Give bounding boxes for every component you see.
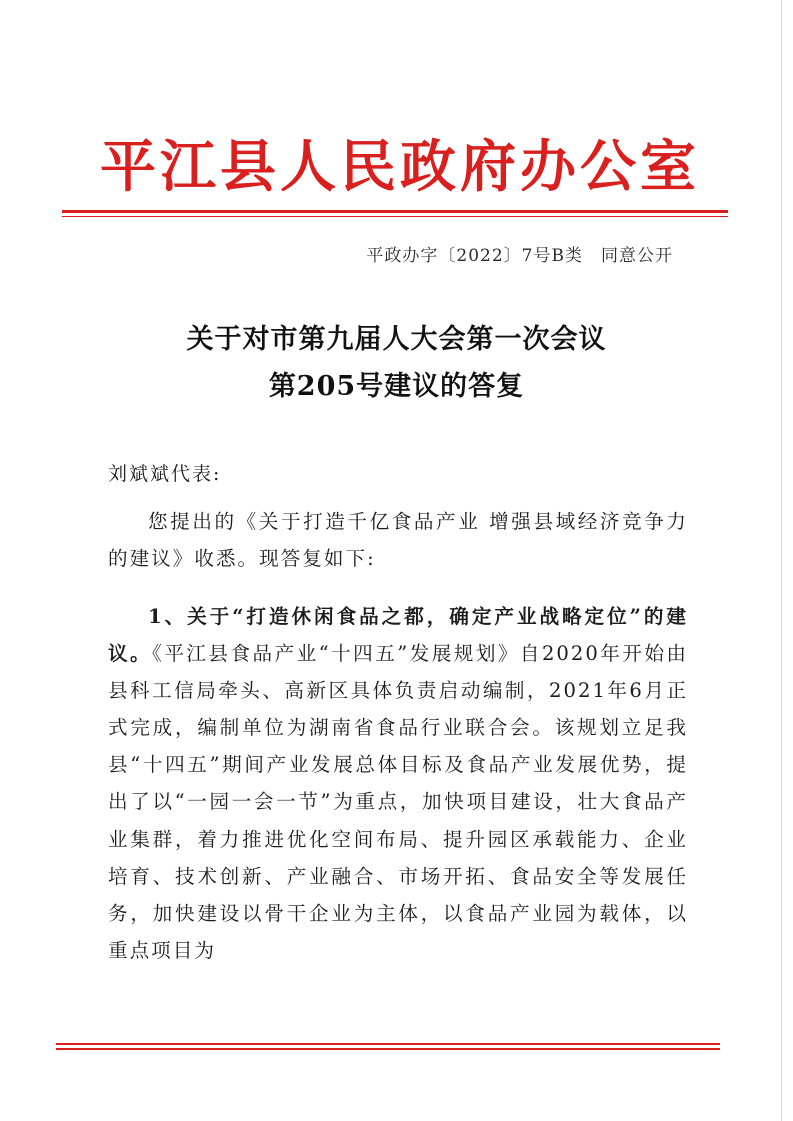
item-1-heading: 1、关于“打造休闲食品之都，确定产业战略定位”的建议。 xyxy=(108,605,688,666)
footer-red-rule-bottom xyxy=(56,1048,720,1050)
paragraph-intro: 您提出的《关于打造千亿食品产业 增强县域经济竞争力的建议》收悉。现答复如下: xyxy=(108,510,688,571)
issuing-org-title: 平江县人民政府办公室 xyxy=(100,134,700,200)
document-number: 平政办字〔2022〕7号B类 同意公开 xyxy=(366,246,673,266)
salutation: 刘斌斌代表: xyxy=(108,463,222,485)
document-title-line-2: 第205号建议的答复 xyxy=(268,371,525,402)
item-1-body: 《平江县食品产业“十四五”发展规划》自2020年开始由县科工信局牵头、高新区具体负责启动编制，2021年6月正式完成，编制单位为湖南省食品行业联合会。该规划立足我县“十四五”期间产业发展总体目标及食品产业发展优势，提出了以“一园一会一节”为重点，加快项目建设，壮大食品产业集群，着力推进优化空间布局、提升园区承载能力、企业培育、技术创新、产业融合、市场开拓、食品安全等发展任务，加快建设以骨干企业为主体，以食品产业园为载体，以重点项目为 xyxy=(108,642,688,962)
scan-edge-line xyxy=(781,0,782,1121)
header-red-rule-thick xyxy=(62,210,728,213)
header-red-rule-thin xyxy=(62,216,728,217)
footer-red-rule-top xyxy=(56,1043,720,1045)
paragraph-item-1 xyxy=(108,598,688,969)
document-title-line-1: 关于对市第九届人大会第一次会议 xyxy=(186,324,607,355)
